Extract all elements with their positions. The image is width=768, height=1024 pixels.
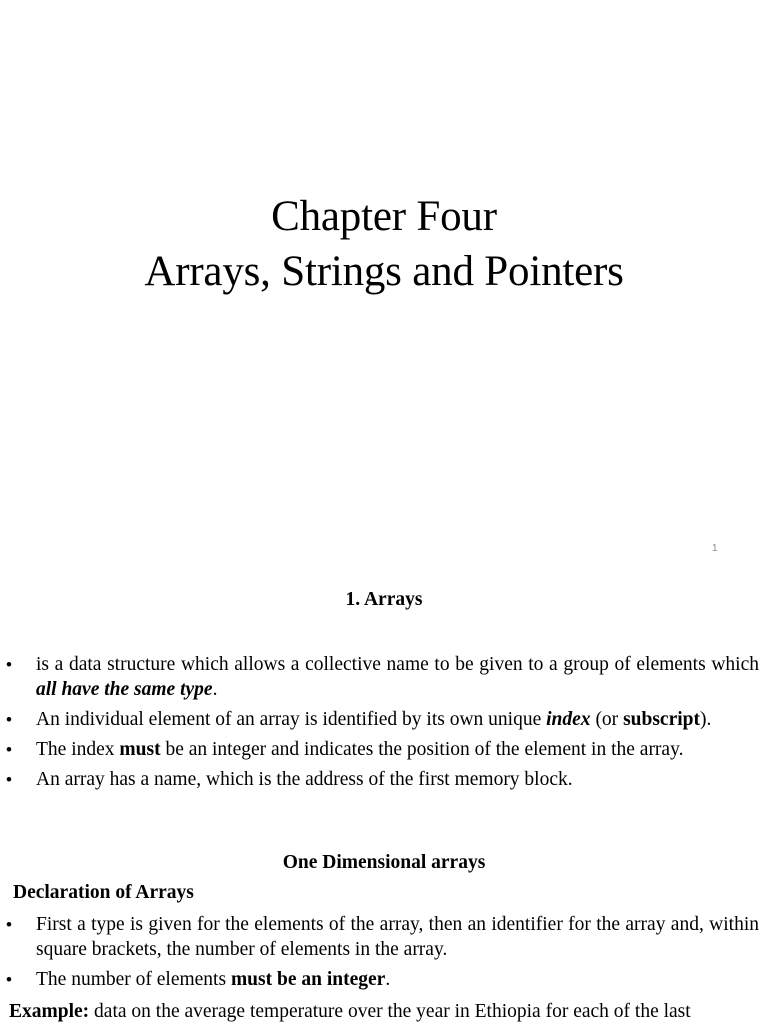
- bullet-icon: •: [6, 710, 12, 729]
- arrays-bullet-list: [0, 652, 768, 792]
- bullet-icon: •: [6, 740, 12, 759]
- list-item: • The index must be an integer and indicates the position of the element in the array.: [6, 739, 684, 760]
- list-item: • An individual element of an array is identified by its own unique index (or subscript).: [6, 709, 712, 730]
- example-paragraph: [9, 999, 768, 1024]
- page-number: 1: [712, 543, 718, 554]
- example-label: Example:: [9, 1001, 90, 1022]
- list-item: • is a data structure which allows a collective name to be given to a group of elements which all have the same type.: [6, 654, 759, 700]
- list-item: • First a type is given for the elements of the array, then an identifier for the array and, within square brackets, the number of elements in the array.: [6, 914, 759, 960]
- section-heading-one-dimensional: One Dimensional arrays: [282, 852, 486, 873]
- declaration-bullet-list: [0, 912, 768, 992]
- example-text: data on the average temperature over the year in Ethiopia for each of the last: [89, 1001, 691, 1022]
- subheading-declaration: Declaration of Arrays: [13, 882, 194, 903]
- list-item: • An array has a name, which is the address of the first memory block.: [6, 769, 573, 790]
- section-heading-arrays: 1. Arrays: [345, 589, 423, 610]
- arrays-slide: [0, 565, 768, 1024]
- chapter-subtitle: Arrays, Strings and Pointers: [144, 248, 624, 295]
- bullet-icon: •: [6, 770, 12, 789]
- bullet-icon: •: [6, 915, 12, 934]
- chapter-title: Chapter Four: [271, 193, 497, 240]
- list-item: • The number of elements must be an integer.: [6, 969, 391, 990]
- bullet-icon: •: [6, 970, 12, 989]
- bullet-icon: •: [6, 655, 12, 674]
